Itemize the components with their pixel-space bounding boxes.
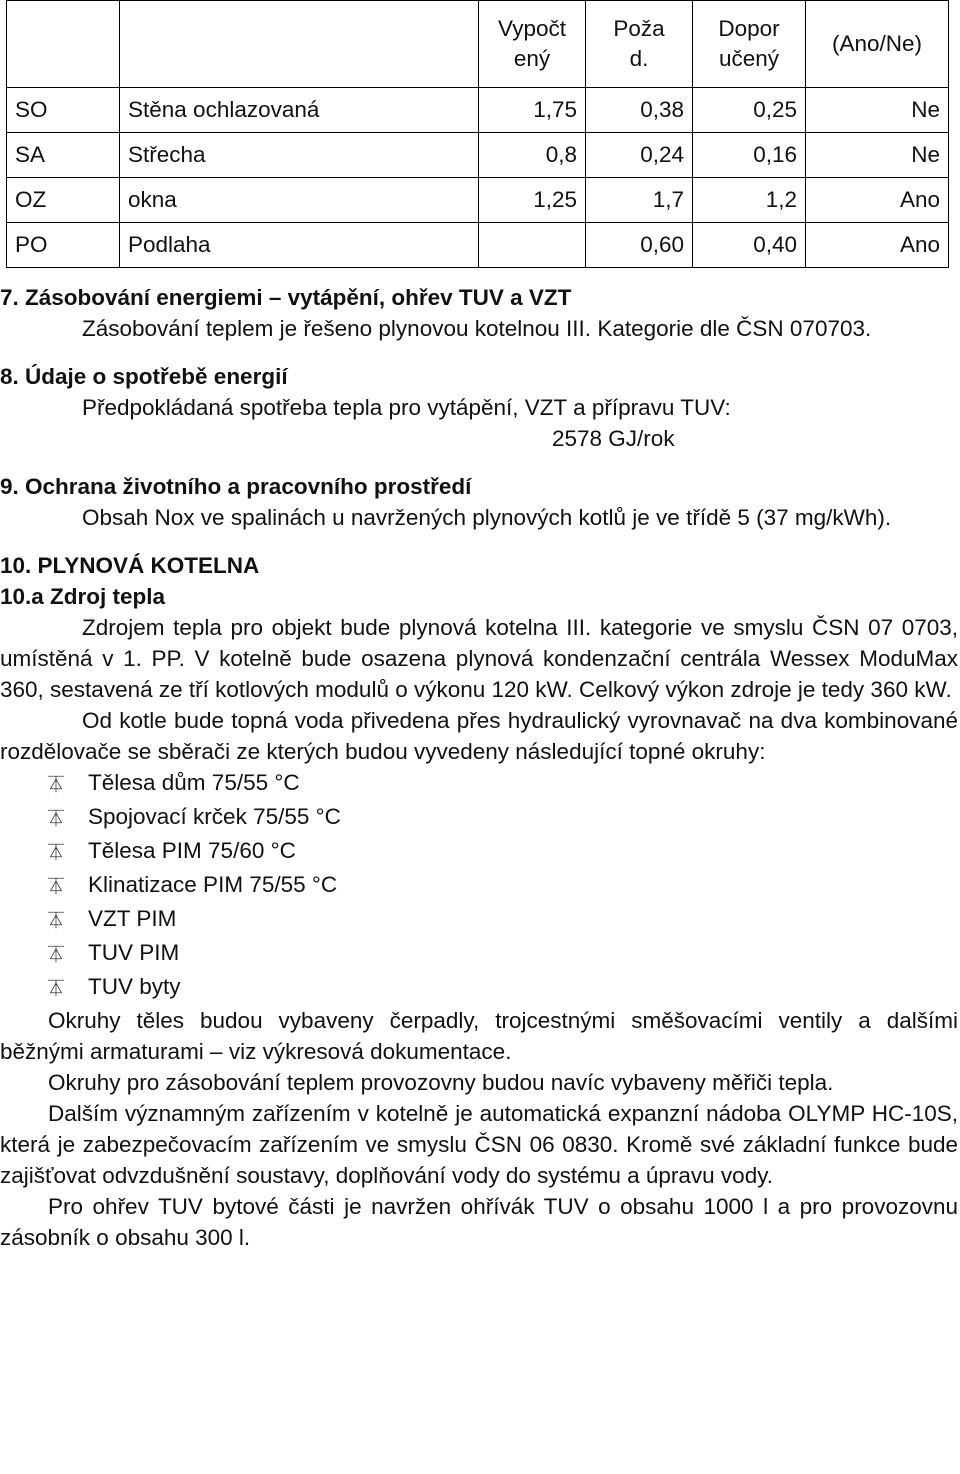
list-item bbox=[48, 971, 958, 1005]
paragraph-circuit-equipment: Okruhy těles budou vybaveny čerpadly, trojcestnými směšovacími ventily a dalšími běžnými armaturami – viz výkresová dokumentace. bbox=[0, 1008, 958, 1064]
paragraph-hot-water-heater: Pro ohřev TUV bytové části je navržen ohřívák TUV o obsahu 1000 l a pro provozovnu zásobník o obsahu 300 l. bbox=[0, 1194, 958, 1250]
bullet-icon: ⏄ bbox=[48, 947, 65, 964]
row-code: OZ bbox=[7, 178, 120, 223]
list-item-label: Tělesa dům 75/55 °C bbox=[88, 770, 300, 795]
header-calculated-line1: Vypočt bbox=[498, 16, 566, 41]
list-item bbox=[48, 801, 958, 835]
row-calculated: 1,75 bbox=[479, 88, 586, 133]
document-body bbox=[0, 282, 958, 1253]
table-row bbox=[7, 178, 949, 223]
list-item bbox=[48, 937, 958, 971]
row-recommended: 0,16 bbox=[693, 133, 806, 178]
list-item-label: TUV byty bbox=[88, 974, 181, 999]
section-10a-paragraph-2: Od kotle bude topná voda přivedena přes hydraulický vyrovnavač na dva kombinované rozdělovače se sběrači ze kterých budou vyvedeny následující topné okruhy: bbox=[0, 708, 958, 764]
header-cell-empty-2 bbox=[120, 1, 479, 88]
row-compliance: Ne bbox=[806, 88, 949, 133]
header-required-line1: Poža bbox=[613, 16, 665, 41]
row-required: 0,38 bbox=[586, 88, 693, 133]
energy-consumption-value: 2578 GJ/rok bbox=[552, 426, 675, 451]
list-item bbox=[48, 835, 958, 869]
table-row bbox=[7, 88, 949, 133]
bullet-icon: ⏄ bbox=[48, 913, 65, 930]
row-compliance: Ano bbox=[806, 223, 949, 268]
list-item bbox=[48, 903, 958, 937]
bullet-icon: ⏄ bbox=[48, 777, 65, 794]
bullet-icon: ⏄ bbox=[48, 845, 65, 862]
row-name: Střecha bbox=[120, 133, 479, 178]
header-required-line2: d. bbox=[629, 46, 649, 71]
list-item-label: VZT PIM bbox=[88, 906, 177, 931]
section-10a-paragraph-1: Zdrojem tepla pro objekt bude plynová kotelna III. kategorie ve smyslu ČSN 07 0703, umístěná v 1. PP. V kotelně bude osazena plynová kondenzační centrála Wessex ModuMax 360, sestavená ze tří kotlových modulů o výkonu 120 kW. Celkový výkon zdroje je tedy 360 kW. bbox=[0, 615, 958, 702]
table-row bbox=[7, 223, 949, 268]
row-name: okna bbox=[120, 178, 479, 223]
section-10-heading: 10. PLYNOVÁ KOTELNA bbox=[0, 553, 260, 578]
row-required: 0,60 bbox=[586, 223, 693, 268]
section-7-heading: 7. Zásobování energiemi – vytápění, ohřev TUV a VZT bbox=[0, 285, 572, 310]
list-item bbox=[48, 767, 958, 801]
bullet-icon: ⏄ bbox=[48, 811, 65, 828]
section-8-heading: 8. Údaje o spotřebě energií bbox=[0, 364, 288, 389]
row-code: SA bbox=[7, 133, 120, 178]
row-calculated: 0,8 bbox=[479, 133, 586, 178]
row-code: PO bbox=[7, 223, 120, 268]
header-recommended-line2: učený bbox=[718, 46, 780, 71]
list-item-label: Tělesa PIM 75/60 °C bbox=[88, 838, 296, 863]
header-calculated bbox=[479, 1, 586, 88]
row-calculated bbox=[479, 223, 586, 268]
paragraph-expansion-vessel: Dalším významným zařízením v kotelně je automatická expanzní nádoba OLYMP HC-10S, která je zabezpečovacím zařízením ve smyslu ČSN 06 0830. Kromě své základní funkce bude zajišťovat odvzdušnění soustavy, doplňování vody do systému a úpravu vody. bbox=[0, 1101, 958, 1188]
section-8-text: Předpokládaná spotřeba tepla pro vytápění, VZT a přípravu TUV: bbox=[82, 395, 731, 420]
list-item-label: Klinatizace PIM 75/55 °C bbox=[88, 872, 338, 897]
bullet-icon: ⏄ bbox=[48, 981, 65, 998]
row-required: 1,7 bbox=[586, 178, 693, 223]
header-compliance: (Ano/Ne) bbox=[806, 1, 949, 88]
row-recommended: 0,40 bbox=[693, 223, 806, 268]
section-10a-heading: 10.a Zdroj tepla bbox=[0, 584, 166, 609]
row-compliance: Ano bbox=[806, 178, 949, 223]
row-calculated: 1,25 bbox=[479, 178, 586, 223]
header-calculated-line2: ený bbox=[513, 46, 551, 71]
section-9-text: Obsah Nox ve spalinách u navržených plynových kotlů je ve třídě 5 (37 mg/kWh). bbox=[82, 505, 892, 530]
row-required: 0,24 bbox=[586, 133, 693, 178]
list-item-label: Spojovací krček 75/55 °C bbox=[88, 804, 341, 829]
row-recommended: 1,2 bbox=[693, 178, 806, 223]
table-row bbox=[7, 133, 949, 178]
row-name: Podlaha bbox=[120, 223, 479, 268]
paragraph-heat-meters: Okruhy pro zásobování teplem provozovny budou navíc vybaveny měřiči tepla. bbox=[48, 1070, 834, 1095]
row-name: Stěna ochlazovaná bbox=[120, 88, 479, 133]
list-item-label: TUV PIM bbox=[88, 940, 180, 965]
row-recommended: 0,25 bbox=[693, 88, 806, 133]
u-value-table bbox=[6, 0, 949, 268]
header-recommended bbox=[693, 1, 806, 88]
row-compliance: Ne bbox=[806, 133, 949, 178]
row-code: SO bbox=[7, 88, 120, 133]
header-recommended-line1: Dopor bbox=[718, 16, 780, 41]
section-9-heading: 9. Ochrana životního a pracovního prostředí bbox=[0, 474, 472, 499]
bullet-icon: ⏄ bbox=[48, 879, 65, 896]
table-header-row bbox=[7, 1, 949, 88]
list-item bbox=[48, 869, 958, 903]
header-required bbox=[586, 1, 693, 88]
heating-circuit-list bbox=[0, 767, 958, 1005]
header-cell-empty-1 bbox=[7, 1, 120, 88]
section-7-text: Zásobování teplem je řešeno plynovou kotelnou III. Kategorie dle ČSN 070703. bbox=[82, 316, 872, 341]
